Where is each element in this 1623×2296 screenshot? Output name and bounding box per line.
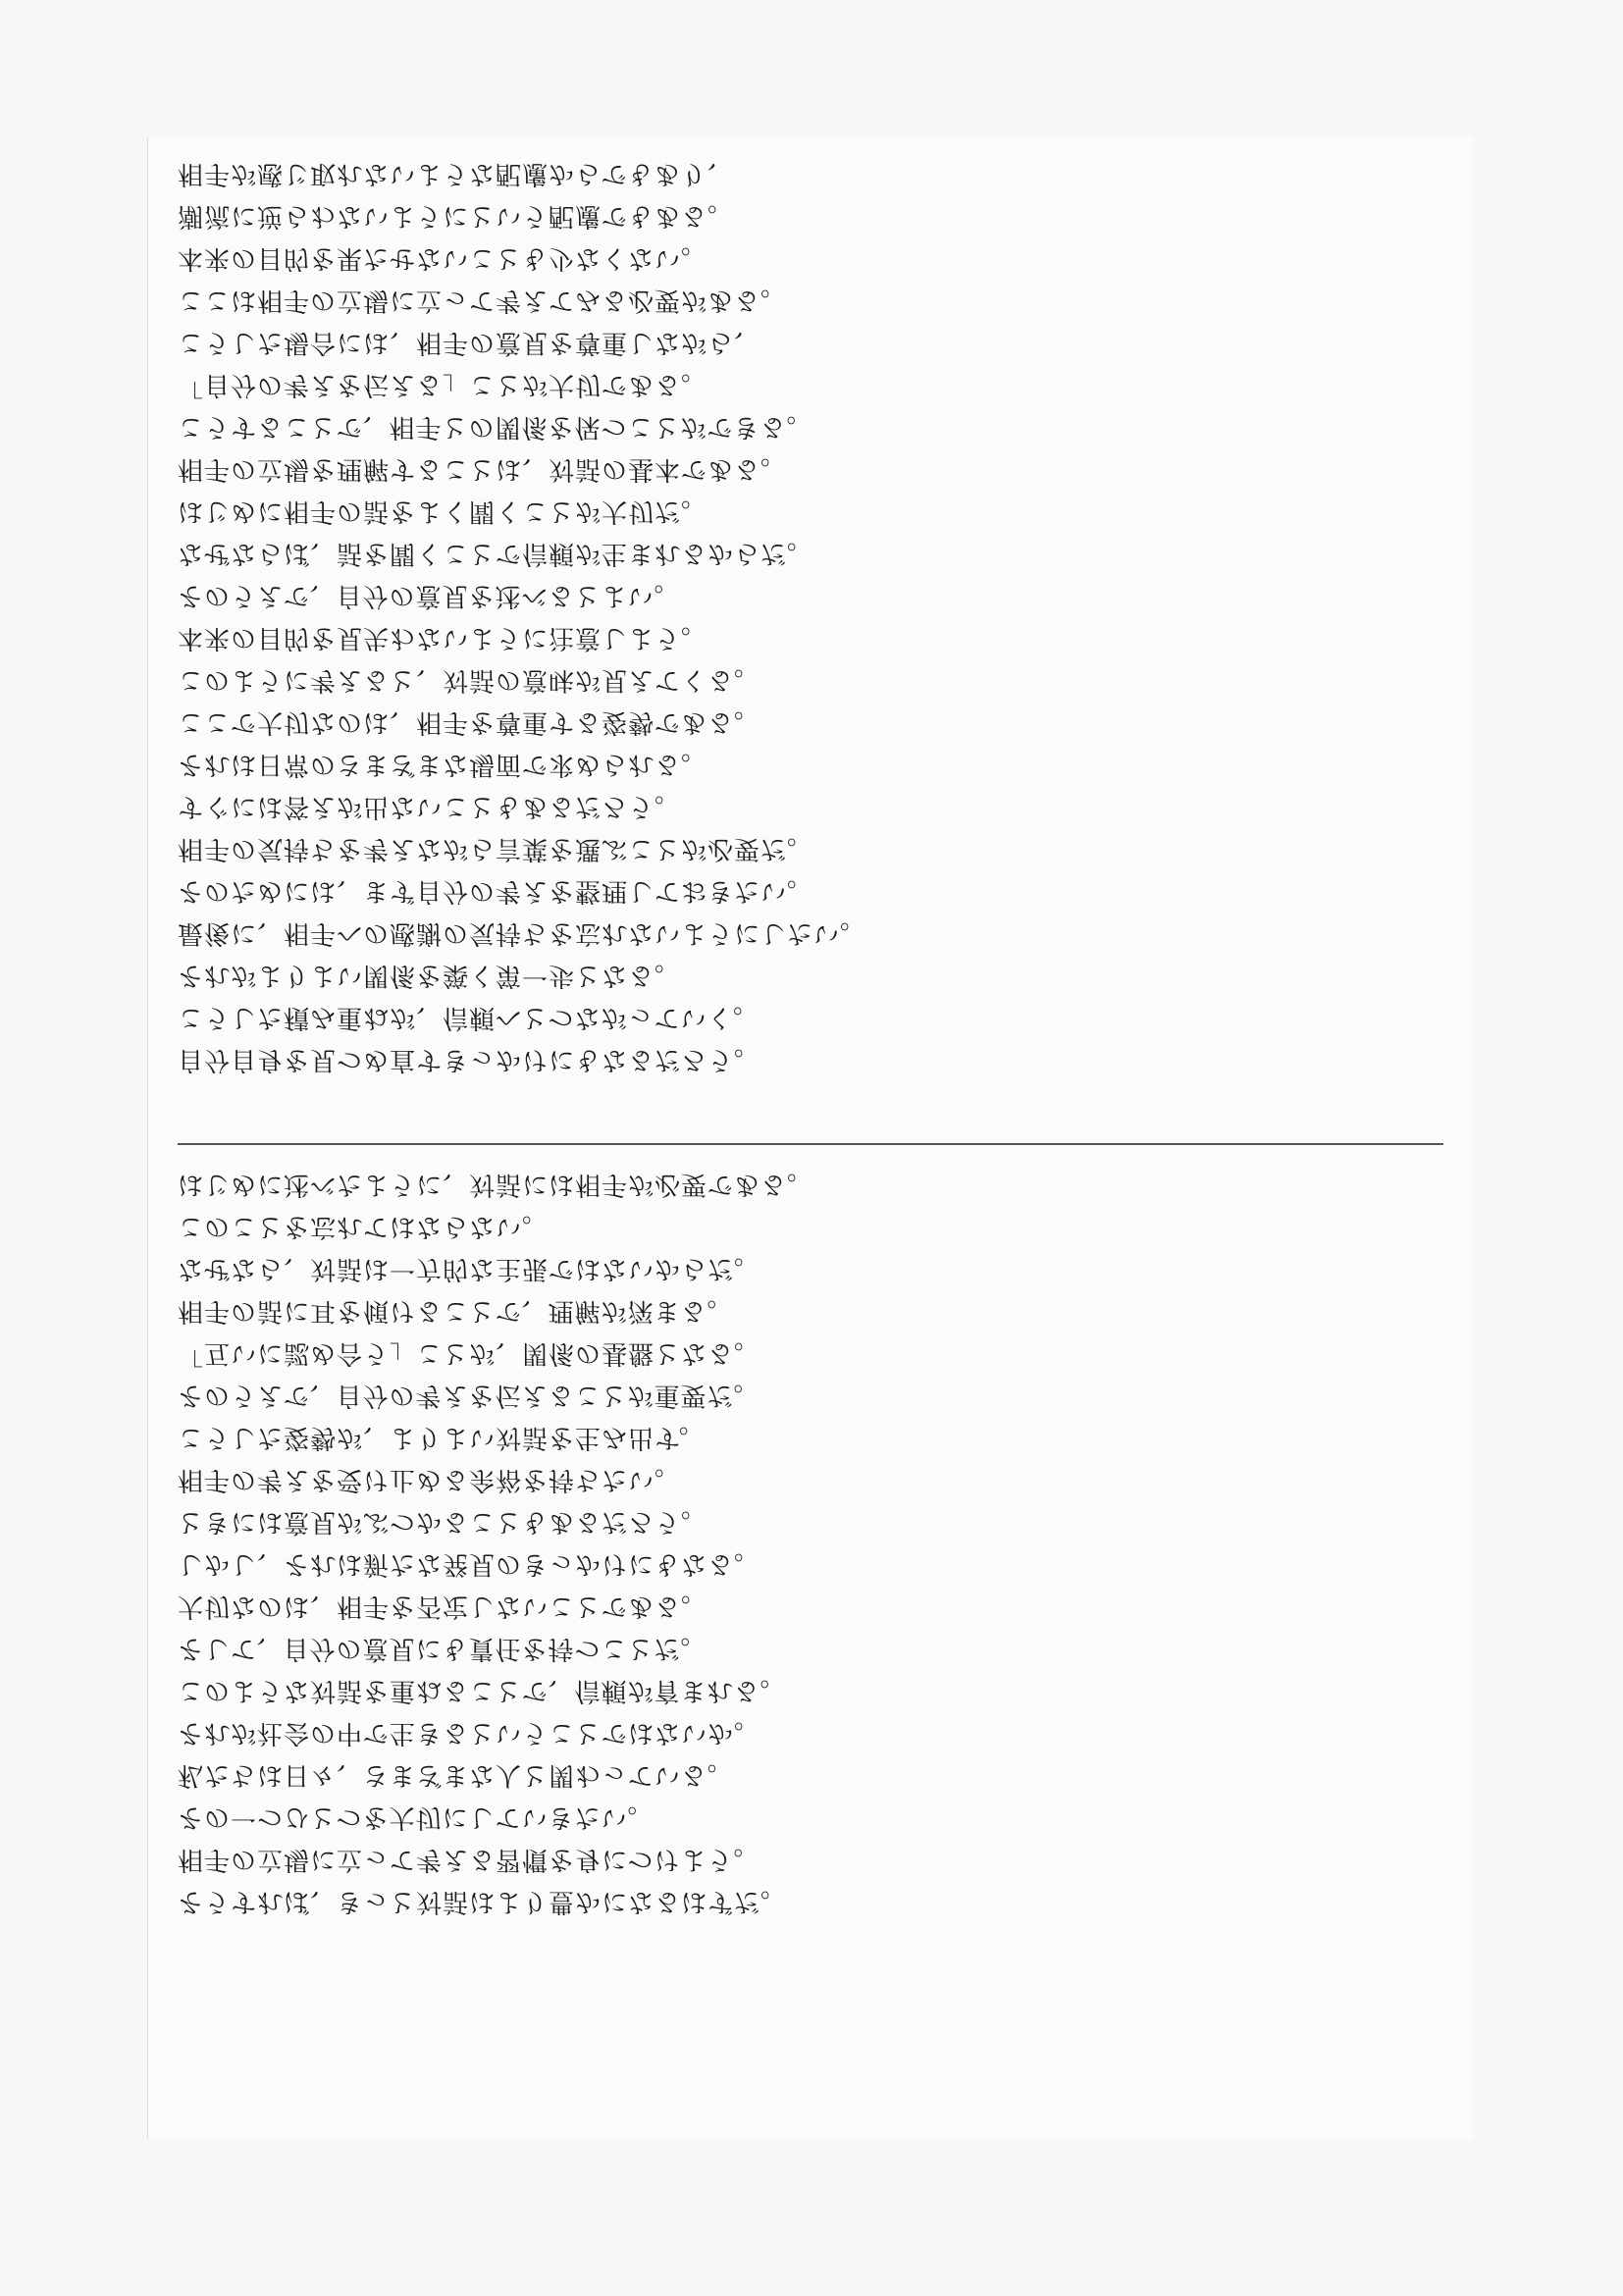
text-line: 大切なのは、相手を否定しないことである。 <box>178 1592 708 1621</box>
text-line: このような対話を重ねることで、信頼が育まれる。 <box>178 1676 787 1705</box>
text-line: 本来の目的を果たせないことも少なくない。 <box>178 243 708 273</box>
text-line: 相手の話に耳を傾けることで、理解が深まる。 <box>178 1296 734 1326</box>
scanned-page <box>147 137 1473 2139</box>
text-line: そのうえで、自分の意見を述べるとよい。 <box>178 581 681 610</box>
text-line: すぐには答えが出ないこともあるだろう。 <box>178 792 682 821</box>
text-line: ここで大切なのは、相手を尊重する姿勢である。 <box>178 707 761 737</box>
text-line: はじめに述べたように、対話には相手が必要である。 <box>178 1170 814 1199</box>
text-line: それは日常のさまざまな場面で求められる。 <box>178 750 708 779</box>
text-line: 相手の考えを受け止める余裕を持ちたい。 <box>178 1465 682 1494</box>
text-line: このことを忘れてはならない。 <box>178 1212 550 1241</box>
text-line: こうすることで、相手との関係を保つことができる。 <box>178 412 813 442</box>
column-divider <box>178 1143 1443 1145</box>
text-line: 自分自身を見つめ直すきっかけにもなるだろう。 <box>178 1045 761 1074</box>
text-line: こうした姿勢が、よりよい対話を生み出す。 <box>178 1423 706 1452</box>
text-line: そのうえで、自分の考えを伝えることが重要だ。 <box>178 1381 760 1410</box>
text-line: 最後に、相手への感謝の気持ちを忘れないようにしたい。 <box>178 918 867 948</box>
lower-text-column <box>178 1168 1443 2110</box>
text-line: 本来の目的を見失わないように注意しよう。 <box>178 623 708 652</box>
text-line: 「自分の考えを伝える」ことが大切である。 <box>178 370 708 399</box>
text-line: 潮流に逆らわないようにという配慮でもある。 <box>178 201 735 231</box>
text-line: ここは相手の立場に立って考えてみる必要がある。 <box>178 286 788 315</box>
upper-text-column <box>178 157 1443 1128</box>
text-line: 相手の立場を理解することは、対話の基本である。 <box>178 454 788 484</box>
text-line: しかし、それは新たな発見のきっかけにもなる。 <box>178 1549 761 1579</box>
text-line: 相手が感じ取れないような配慮からでもあり、 <box>178 159 734 188</box>
text-line: そうすれば、きっと対話はより豊かになるはずだ。 <box>178 1887 788 1916</box>
text-line: なぜなら、対話は一方的な主張ではないからだ。 <box>178 1254 761 1283</box>
text-line: その一つひとつを大切にしていきたい。 <box>178 1802 654 1832</box>
text-line: 「互いに認め合う」ことが、関係の基盤となる。 <box>178 1338 761 1368</box>
text-line: それが社会の中で生きるということではないか。 <box>178 1718 761 1748</box>
text-line: それがよりよい関係を築く第一歩となる。 <box>178 961 682 990</box>
text-line: ときには意見がぶつかることもあるだろう。 <box>178 1507 708 1537</box>
text-line: このように考えると、対話の意味が見えてくる。 <box>178 665 761 695</box>
text-line: そして、自分の意見にも責任を持つことだ。 <box>178 1634 707 1663</box>
text-line: 相手の気持ちを考えながら言葉を選ぶことが必要だ。 <box>178 834 814 863</box>
text-line: こうした場合には、相手の意見を尊重しながら、 <box>178 328 761 357</box>
text-line: なぜならば、話を聞くことで信頼が生まれるからだ。 <box>178 539 814 568</box>
text-line: 相手の立場に立って考える習慣を身につけよう。 <box>178 1845 760 1874</box>
text-line: そのためには、まず自分の考えを整理しておきたい。 <box>178 876 814 906</box>
text-line: 私たちは日々、さまざまな人と関わっている。 <box>178 1760 734 1790</box>
text-line: こうした積み重ねが、信頼へとつながっていく。 <box>178 1003 759 1032</box>
text-line: はじめに相手の話をよく聞くことが大切だ。 <box>178 496 708 526</box>
